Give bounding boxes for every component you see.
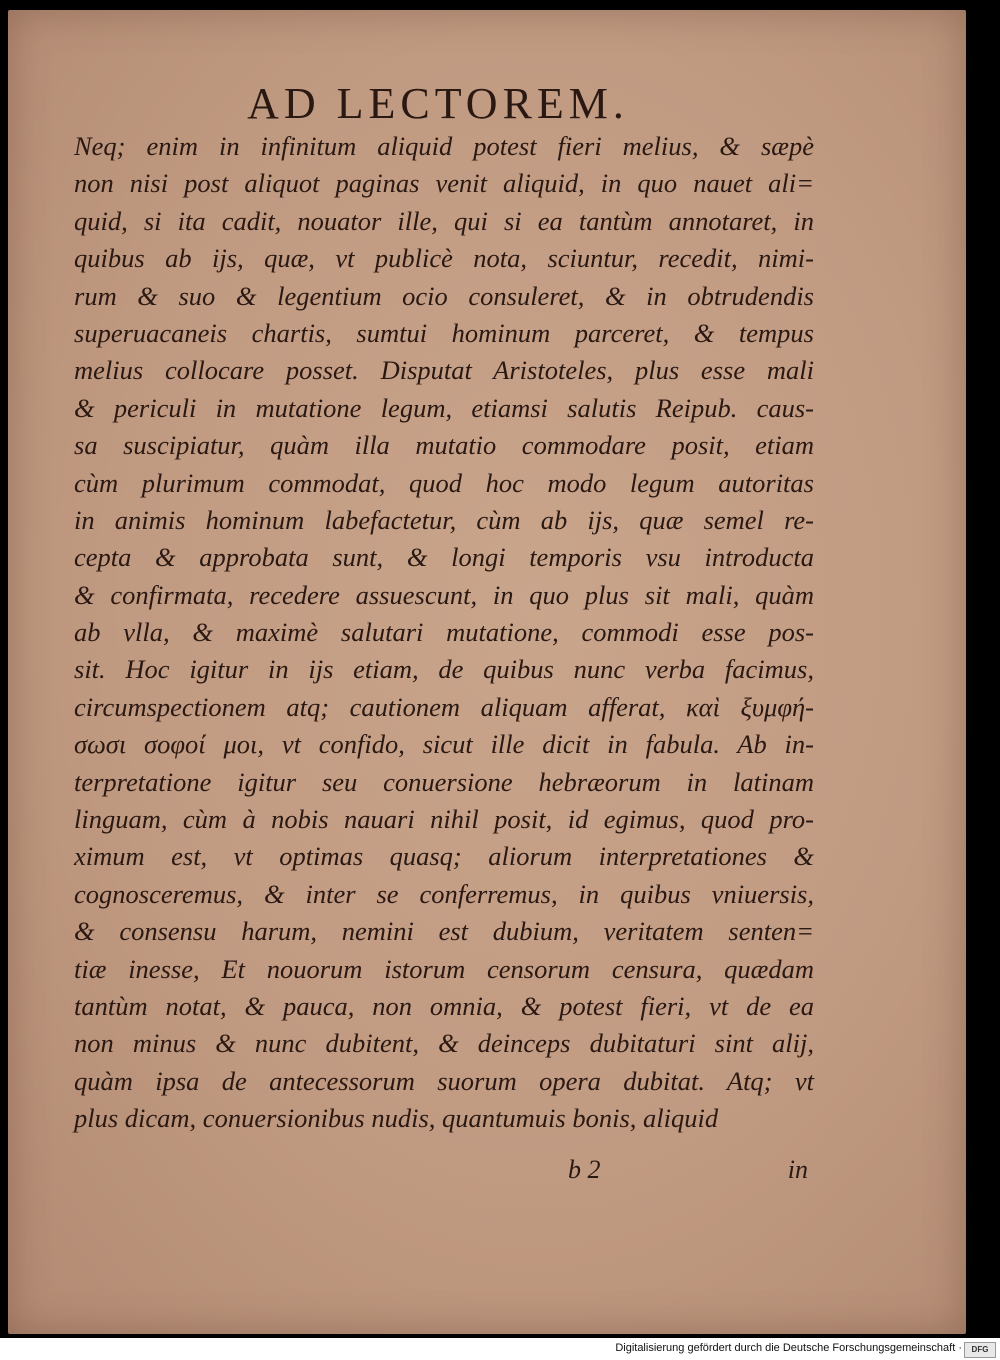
catchword: in [787, 1155, 808, 1184]
text-line: plus dicam, conuersionibus nudis, quantumuis bonis, aliquid [74, 1103, 719, 1134]
page-footer-marks [568, 1155, 808, 1193]
text-line: & consensu harum, nemini est dubium, veritatem senten= [74, 916, 814, 947]
digitization-footer [0, 1338, 1000, 1360]
text-line: linguam, cùm à nobis nauari nihil posit, id egimus, quod pro- [74, 804, 814, 835]
text-line: tiæ inesse, Et nouorum istorum censorum censura, quædam [74, 953, 814, 984]
text-line: terpretatione igitur seu conuersione hebræorum in latinam [74, 766, 814, 797]
text-line: Neq; enim in infinitum aliquid potest fieri melius, & sæpè [74, 131, 814, 161]
text-line: quàm ipsa de antecessorum suorum opera dubitat. Atq; vt [74, 1065, 814, 1096]
text-line: ab vlla, & maximè salutari mutatione, commodi esse pos- [74, 617, 814, 648]
text-line: & periculi in mutatione legum, etiamsi salutis Reipub. caus- [74, 392, 814, 423]
text-line: melius collocare posset. Disputat Aristoteles, plus esse mali [74, 355, 814, 386]
funding-notice: Digitalisierung gefördert durch die Deutsche Forschungsgemeinschaft · [615, 1342, 962, 1354]
signature-mark: b 2 [568, 1155, 601, 1184]
text-line: non nisi post aliquot paginas venit aliquid, in quo nauet ali= [74, 168, 814, 199]
text-line: quibus ab ijs, quæ, vt publicè nota, sciuntur, recedit, nimi- [74, 243, 814, 274]
body-text [74, 128, 814, 1138]
text-line: quid, si ita cadit, nouator ille, qui si ea tantùm annotaret, in [74, 205, 814, 236]
text-line: non minus & nunc dubitent, & deinceps dubitaturi sint alij, [74, 1028, 814, 1059]
text-line: & confirmata, recedere assuescunt, in quo plus sit mali, quàm [74, 579, 814, 610]
text-line: cognosceremus, & inter se conferremus, in quibus vniuersis, [74, 878, 814, 909]
book-page [8, 10, 966, 1334]
dfg-logo-icon: DFG [964, 1342, 996, 1358]
text-line: σωσι σοφοί μοι, vt confido, sicut ille dicit in fabula. Ab in- [74, 729, 814, 760]
text-line: circumspectionem atq; cautionem aliquam afferat, καὶ ξυμφή- [74, 691, 814, 722]
text-line: sit. Hoc igitur in ijs etiam, de quibus nunc verba facimus, [74, 654, 814, 685]
text-line: sa suscipiatur, quàm illa mutatio commodare posit, etiam [74, 430, 814, 461]
page-heading: AD LECTOREM. [247, 79, 629, 128]
text-line: rum & suo & legentium ocio consuleret, & in obtrudendis [74, 280, 814, 311]
text-line: in animis hominum labefactetur, cùm ab ijs, quæ semel re- [74, 504, 814, 535]
text-line: cepta & approbata sunt, & longi temporis vsu introducta [74, 542, 814, 573]
text-line: ximum est, vt optimas quasq; aliorum interpretationes & [74, 841, 814, 872]
text-line: tantùm notat, & pauca, non omnia, & potest fieri, vt de ea [74, 990, 814, 1021]
text-line: cùm plurimum commodat, quod hoc modo legum autoritas [74, 467, 814, 498]
text-line: superuacaneis chartis, sumtui hominum parceret, & tempus [74, 317, 814, 348]
